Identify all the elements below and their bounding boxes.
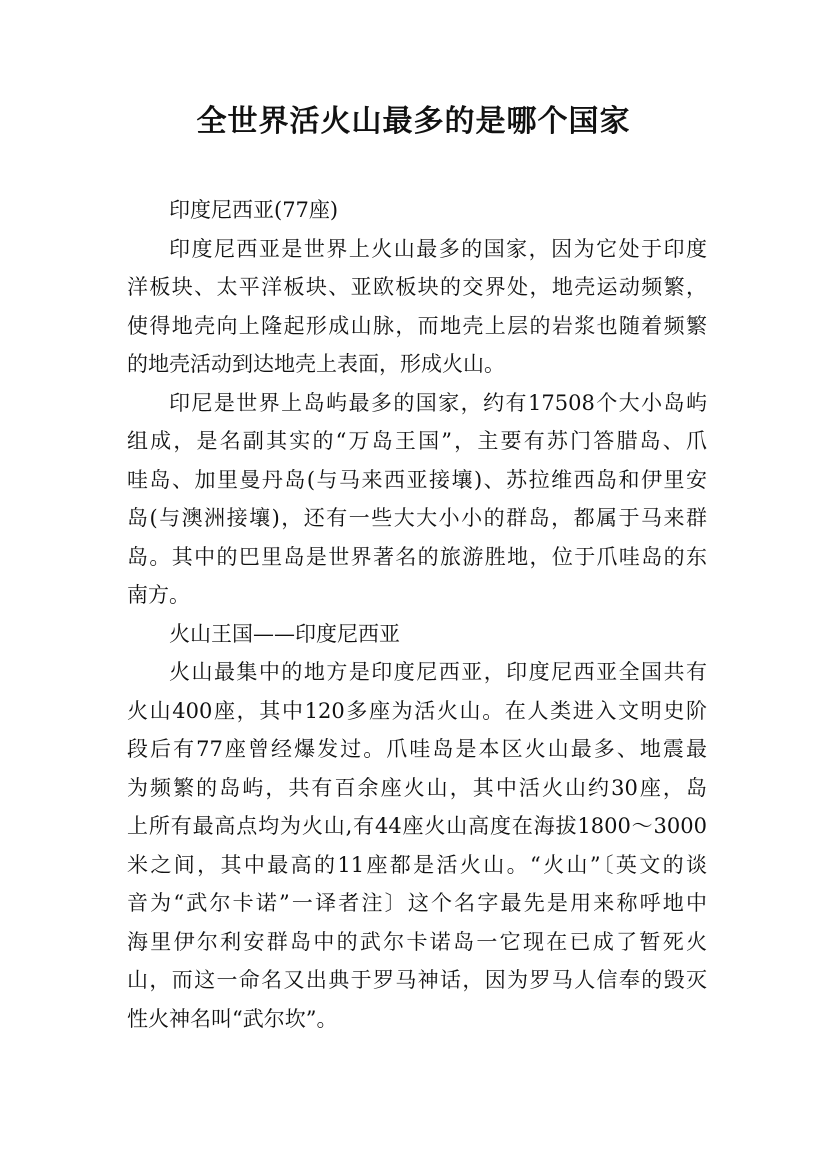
paragraph-line: 南方。 xyxy=(127,583,190,607)
paragraph-line: 山，而这一命名又出典于罗马神话，因为罗马人信奉的毁灭 xyxy=(127,968,707,992)
paragraph-line: 为频繁的岛屿，共有百余座火山，其中活火山约30座，岛 xyxy=(127,775,707,800)
paragraph-line: 段后有77座曾经爆发过。爪哇岛是本区火山最多、地震最 xyxy=(127,737,707,761)
paragraph-line: 音为“武尔卡诺”一译者注〕这个名字最先是用来称呼地中 xyxy=(127,891,707,915)
paragraph-line: 洋板块、太平洋板块、亚欧板块的交界处，地壳运动频繁， xyxy=(127,275,707,299)
paragraph-line: 性火神名叫“武尔坎”。 xyxy=(127,1006,338,1031)
paragraph-line: 使得地壳向上隆起形成山脉，而地壳上层的岩浆也随着频繁 xyxy=(127,313,707,338)
paragraph-line: 米之间，其中最高的11座都是活火山。“火山”〔英文的谈 xyxy=(127,852,707,877)
document-title: 全世界活火山最多的是哪个国家 xyxy=(196,104,631,139)
paragraph-line: 岛(与澳洲接壤)，还有一些大大小小的群岛，都属于马来群 xyxy=(127,506,707,530)
paragraph-line: 印度尼西亚是世界上火山最多的国家，因为它处于印度 xyxy=(169,236,707,261)
paragraph-line: 组成，是名副其实的“万岛王国”，主要有苏门答腊岛、爪 xyxy=(127,429,707,453)
paragraph-line: 岛。其中的巴里岛是世界著名的旅游胜地，位于爪哇岛的东 xyxy=(127,544,707,569)
paragraph-line: 火山400座，其中120多座为活火山。在人类进入文明史阶 xyxy=(127,698,707,723)
document-body xyxy=(127,191,707,1038)
paragraph-line: 哇岛、加里曼丹岛(与马来西亚接壤)、苏拉维西岛和伊里安 xyxy=(127,467,707,492)
paragraph-line: 的地壳活动到达地壳上表面，形成火山。 xyxy=(127,352,505,376)
paragraph-line: 火山最集中的地方是印度尼西亚，印度尼西亚全国共有 xyxy=(169,660,707,684)
paragraph-line: 海里伊尔利安群岛中的武尔卡诺岛一它现在已成了暂死火 xyxy=(127,929,707,954)
section-heading: 印度尼西亚(77座) xyxy=(169,198,339,222)
paragraph-line: 印尼是世界上岛屿最多的国家，约有17508个大小岛屿 xyxy=(169,390,707,415)
paragraph-line: 上所有最高点均为火山,有44座火山高度在海拔1800～3000 xyxy=(127,814,707,838)
section-heading: 火山王国——印度尼西亚 xyxy=(169,621,400,646)
